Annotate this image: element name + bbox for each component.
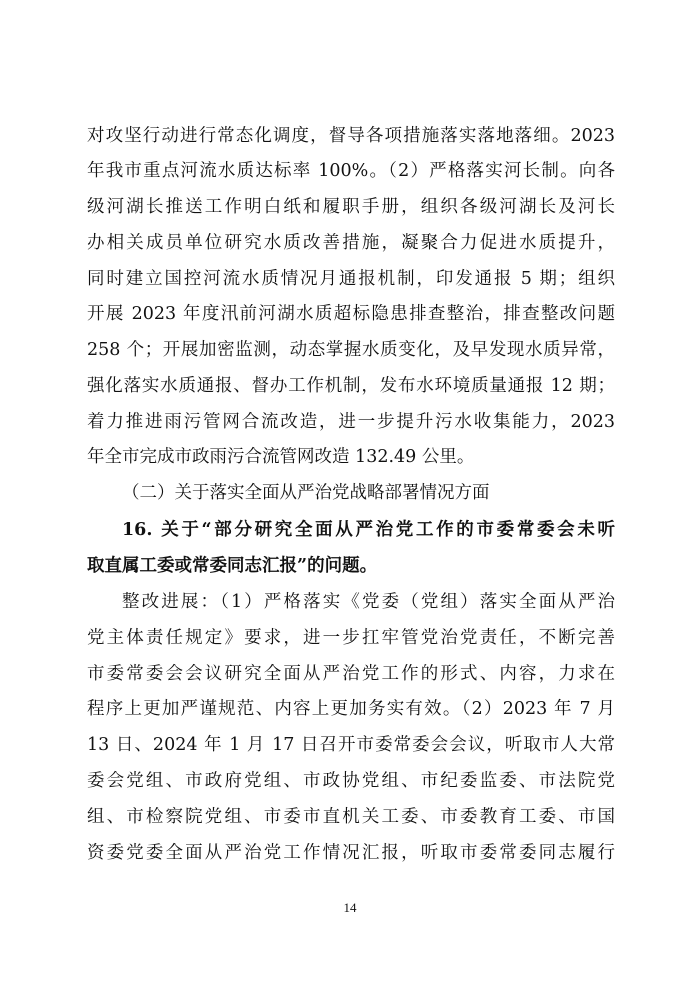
- section-heading: （二）关于落实全面从严治党战略部署情况方面: [122, 483, 490, 503]
- body-line: 强化落实水质通报、督办工作机制，发布水环境质量通报 12 期；: [87, 376, 615, 396]
- body-line: 258 个；开展加密监测，动态掌握水质变化，及早发现水质异常，: [87, 340, 615, 360]
- item-title: 取直属工委或常委同志汇报”的问题。: [87, 556, 378, 576]
- body-line: 程序上更加严谨规范、内容上更加务实有效。（2）2023 年 7 月: [87, 699, 615, 719]
- body-line: 开展 2023 年度汛前河湖水质超标隐患排查整治，排查整改问题: [87, 304, 615, 324]
- body-line: 13 日、2024 年 1 月 17 日召开市委常委会会议，听取市人大常: [87, 735, 615, 755]
- body-line: 组、市检察院党组、市委市直机关工委、市委教育工委、市国: [87, 807, 615, 827]
- body-line: 办相关成员单位研究水质改善措施，凝聚合力促进水质提升，: [87, 233, 615, 253]
- body-line: 级河湖长推送工作明白纸和履职手册，组织各级河湖长及河长: [87, 197, 615, 217]
- body-line: 资委党委全面从严治党工作情况汇报，听取市委常委同志履行: [87, 843, 615, 863]
- body-line: 党主体责任规定》要求，进一步扛牢管党治党责任，不断完善: [87, 628, 615, 648]
- body-line: 同时建立国控河流水质情况月通报机制，印发通报 5 期；组织: [87, 269, 615, 289]
- body-line: 年全市完成市政雨污合流管网改造 132.49 公里。: [87, 447, 475, 467]
- body-line: 对攻坚行动进行常态化调度，督导各项措施落实落地落细。2023: [87, 126, 615, 146]
- body-line: 整改进展：（1）严格落实《党委（党组）落实全面从严治: [122, 592, 615, 612]
- body-line: 市委常委会会议研究全面从严治党工作的形式、内容，力求在: [87, 664, 615, 684]
- page-number: 14: [343, 900, 357, 915]
- body-line: 委会党组、市政府党组、市政协党组、市纪委监委、市法院党: [87, 771, 615, 791]
- item-title: 16. 关于“部分研究全面从严治党工作的市委常委会未听: [122, 520, 615, 540]
- body-line: 年我市重点河流水质达标率 100%。（2）严格落实河长制。向各: [87, 161, 615, 181]
- body-line: 着力推进雨污管网合流改造，进一步提升污水收集能力，2023: [87, 412, 615, 432]
